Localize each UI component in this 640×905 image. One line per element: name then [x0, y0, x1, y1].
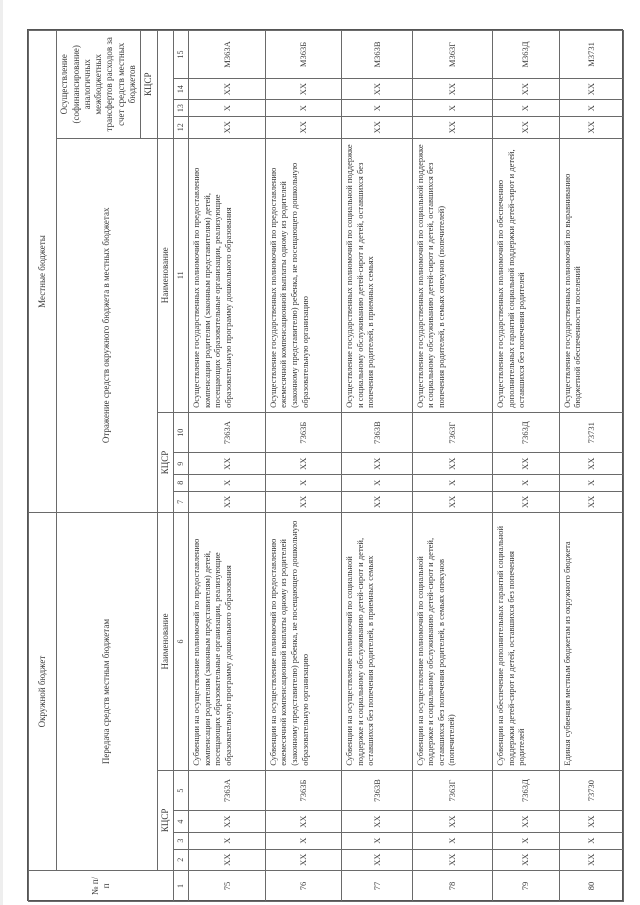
cell: XX	[412, 78, 493, 99]
cell-name: Осуществление государственных полномочий по социальной поддержке и социальному обслуживанию детей-сирот и детей, оставшихся без попечения родителей, в приемных семьях	[342, 138, 412, 412]
cell: X	[412, 100, 493, 117]
table-row	[342, 31, 412, 902]
cell: X	[412, 832, 493, 849]
cell-name: Единая субвенция местным бюджетам из окружного бюджета	[559, 513, 624, 771]
cell: XX	[189, 811, 265, 832]
cell: XX	[265, 811, 341, 832]
cell: 7363Д	[493, 770, 559, 811]
table-row	[559, 31, 624, 902]
col-num: 9	[174, 453, 189, 474]
cell: XX	[342, 811, 412, 832]
table-row	[493, 31, 559, 902]
cell: XX	[412, 849, 493, 870]
cell-name: Осуществление государственных полномочий по выравниванию бюджетной обеспеченности поселений	[559, 138, 624, 412]
column-number-row	[174, 31, 189, 902]
cell-name: Осуществление государственных полномочий по социальной поддержке и социальному обслуживанию детей-сирот и детей, оставшихся без попечения родителей, в семьях опекунов (попечителей)	[412, 138, 493, 412]
cell: 7363В	[342, 412, 412, 453]
cell: XX	[265, 117, 341, 138]
col-num: 12	[174, 117, 189, 138]
cell: X	[493, 832, 559, 849]
cell: XX	[412, 453, 493, 474]
cell: XX	[189, 453, 265, 474]
cell: X	[559, 832, 624, 849]
col-num: 5	[174, 770, 189, 811]
cell: X	[265, 100, 341, 117]
cell: 7363Г	[412, 412, 493, 453]
table-frame	[27, 29, 623, 901]
cell: М363В	[342, 31, 412, 79]
cell-name: Субвенции на осуществление полномочий по социальной поддержке и социальному обслуживанию детей-сирот и детей, оставшихся без попечения родителей, в приемных семьях	[342, 513, 412, 771]
cell: XX	[189, 849, 265, 870]
col-num: 6	[174, 513, 189, 771]
row-number: 78	[412, 870, 493, 901]
cell: XX	[265, 849, 341, 870]
header-kcsr-2: КЦСР	[157, 412, 173, 512]
header-reflect: Отражение средств окружного бюджета в местных бюджетах	[57, 138, 158, 513]
cell: XX	[342, 453, 412, 474]
budget-table	[28, 30, 624, 902]
cell: X	[493, 474, 559, 491]
cell: XX	[493, 849, 559, 870]
cell-name: Субвенции на обеспечение дополнительных гарантий социальной поддержки детей-сирот и детей, оставшихся без попечения родителей	[493, 513, 559, 771]
col-num: 13	[174, 100, 189, 117]
cell: XX	[265, 491, 341, 512]
page-edge	[0, 0, 3, 905]
cell: XX	[559, 491, 624, 512]
cell: X	[342, 100, 412, 117]
cell: 73731	[559, 412, 624, 453]
header-kcsr-blank	[157, 31, 173, 139]
cell: 7363А	[189, 770, 265, 811]
cell-name: Субвенции на осуществление полномочий по предоставлению компенсации родителям (законным представителям) детей, посещающих образовательные организации, реализующие образовательную программу дошкольного образования	[189, 513, 265, 771]
cell: X	[559, 100, 624, 117]
header-kcsr-3: КЦСР	[141, 31, 157, 139]
cell: 7363Д	[493, 412, 559, 453]
cell: XX	[189, 491, 265, 512]
cell: 7363Б	[265, 412, 341, 453]
row-number: 76	[265, 870, 341, 901]
row-number: 80	[559, 870, 624, 901]
table-row	[412, 31, 493, 902]
cell: XX	[559, 811, 624, 832]
row-number: 79	[493, 870, 559, 901]
cell: 7363Г	[412, 770, 493, 811]
cell-name: Осуществление государственных полномочий по предоставлению компенсации родителям (законным представителям) детей, посещающих образовательные организации, реализующие образовательную программу дошкольного образования	[189, 138, 265, 412]
col-num: 7	[174, 491, 189, 512]
cell: XX	[189, 117, 265, 138]
row-number: 77	[342, 870, 412, 901]
cell: 7363В	[342, 770, 412, 811]
cell: М363Б	[265, 31, 341, 79]
cell: XX	[493, 491, 559, 512]
col-num: 10	[174, 412, 189, 453]
table-row	[189, 31, 265, 902]
cell: X	[265, 832, 341, 849]
cell: XX	[265, 78, 341, 99]
cell: XX	[342, 117, 412, 138]
header-name-2: Наименование	[157, 138, 173, 412]
header-district-budget: Окружной бюджет	[29, 513, 57, 871]
cell-name: Осуществление государственных полномочий по предоставлению ежемесячной компенсационной выплаты одному из родителей (законному представителю) ребенка, не посещающего дошкольную образовательную организацию	[265, 138, 341, 412]
cell: XX	[493, 453, 559, 474]
cell: X	[412, 474, 493, 491]
cell: 73730	[559, 770, 624, 811]
cell: XX	[559, 453, 624, 474]
cell: 7363Б	[265, 770, 341, 811]
col-num: 4	[174, 811, 189, 832]
row-number: 75	[189, 870, 265, 901]
cell-name: Субвенции на осуществление полномочий по социальной поддержке и социальному обслуживанию детей-сирот и детей, оставшихся без попечения родителей, в семьях опекунов (попечителей)	[412, 513, 493, 771]
col-num: 14	[174, 78, 189, 99]
cell: XX	[493, 811, 559, 832]
table-row	[265, 31, 341, 902]
cell: XX	[559, 849, 624, 870]
cell: X	[493, 100, 559, 117]
cell: X	[559, 474, 624, 491]
header-row-num: № п/п	[29, 870, 174, 901]
cell-name: Субвенции на осуществление полномочий по предоставлению ежемесячной компенсационной выплаты одному из родителей (законному представителю) ребенка, не посещающего дошкольную образовательную организацию	[265, 513, 341, 771]
cell: X	[342, 832, 412, 849]
col-num: 8	[174, 474, 189, 491]
cell: М363Г	[412, 31, 493, 79]
cell: М3731	[559, 31, 624, 79]
cell: XX	[559, 78, 624, 99]
cell: XX	[342, 78, 412, 99]
cell: XX	[493, 78, 559, 99]
cell: XX	[412, 811, 493, 832]
cell: XX	[342, 491, 412, 512]
header-cofin: Осуществление (софинансирование) аналогичных межбюджетных трансфертов расходов за счет средств местных бюджетов	[57, 31, 141, 139]
cell: 7363А	[189, 412, 265, 453]
cell: X	[189, 100, 265, 117]
cell: XX	[412, 491, 493, 512]
col-num: 15	[174, 31, 189, 79]
cell: X	[189, 832, 265, 849]
header-kcsr-1: КЦСР	[157, 770, 173, 870]
cell: XX	[189, 78, 265, 99]
cell: М363Д	[493, 31, 559, 79]
col-num: 3	[174, 832, 189, 849]
cell: XX	[412, 117, 493, 138]
header-transfer: Передача средств местным бюджетам	[57, 513, 158, 871]
header-name-1: Наименование	[157, 513, 173, 771]
cell: XX	[342, 849, 412, 870]
rotated-table	[28, 30, 624, 902]
col-num: 1	[174, 870, 189, 901]
cell: X	[265, 474, 341, 491]
col-num: 11	[174, 138, 189, 412]
cell: XX	[559, 117, 624, 138]
cell: X	[189, 474, 265, 491]
cell: М363А	[189, 31, 265, 79]
cell-name: Осуществление государственных полномочий по обеспечению дополнительных гарантий социальной поддержки детей-сирот и детей, оставшихся без попечения родителей	[493, 138, 559, 412]
cell: X	[342, 474, 412, 491]
header-local-budgets: Местные бюджеты	[29, 31, 57, 513]
cell: XX	[265, 453, 341, 474]
cell: XX	[493, 117, 559, 138]
col-num: 2	[174, 849, 189, 870]
